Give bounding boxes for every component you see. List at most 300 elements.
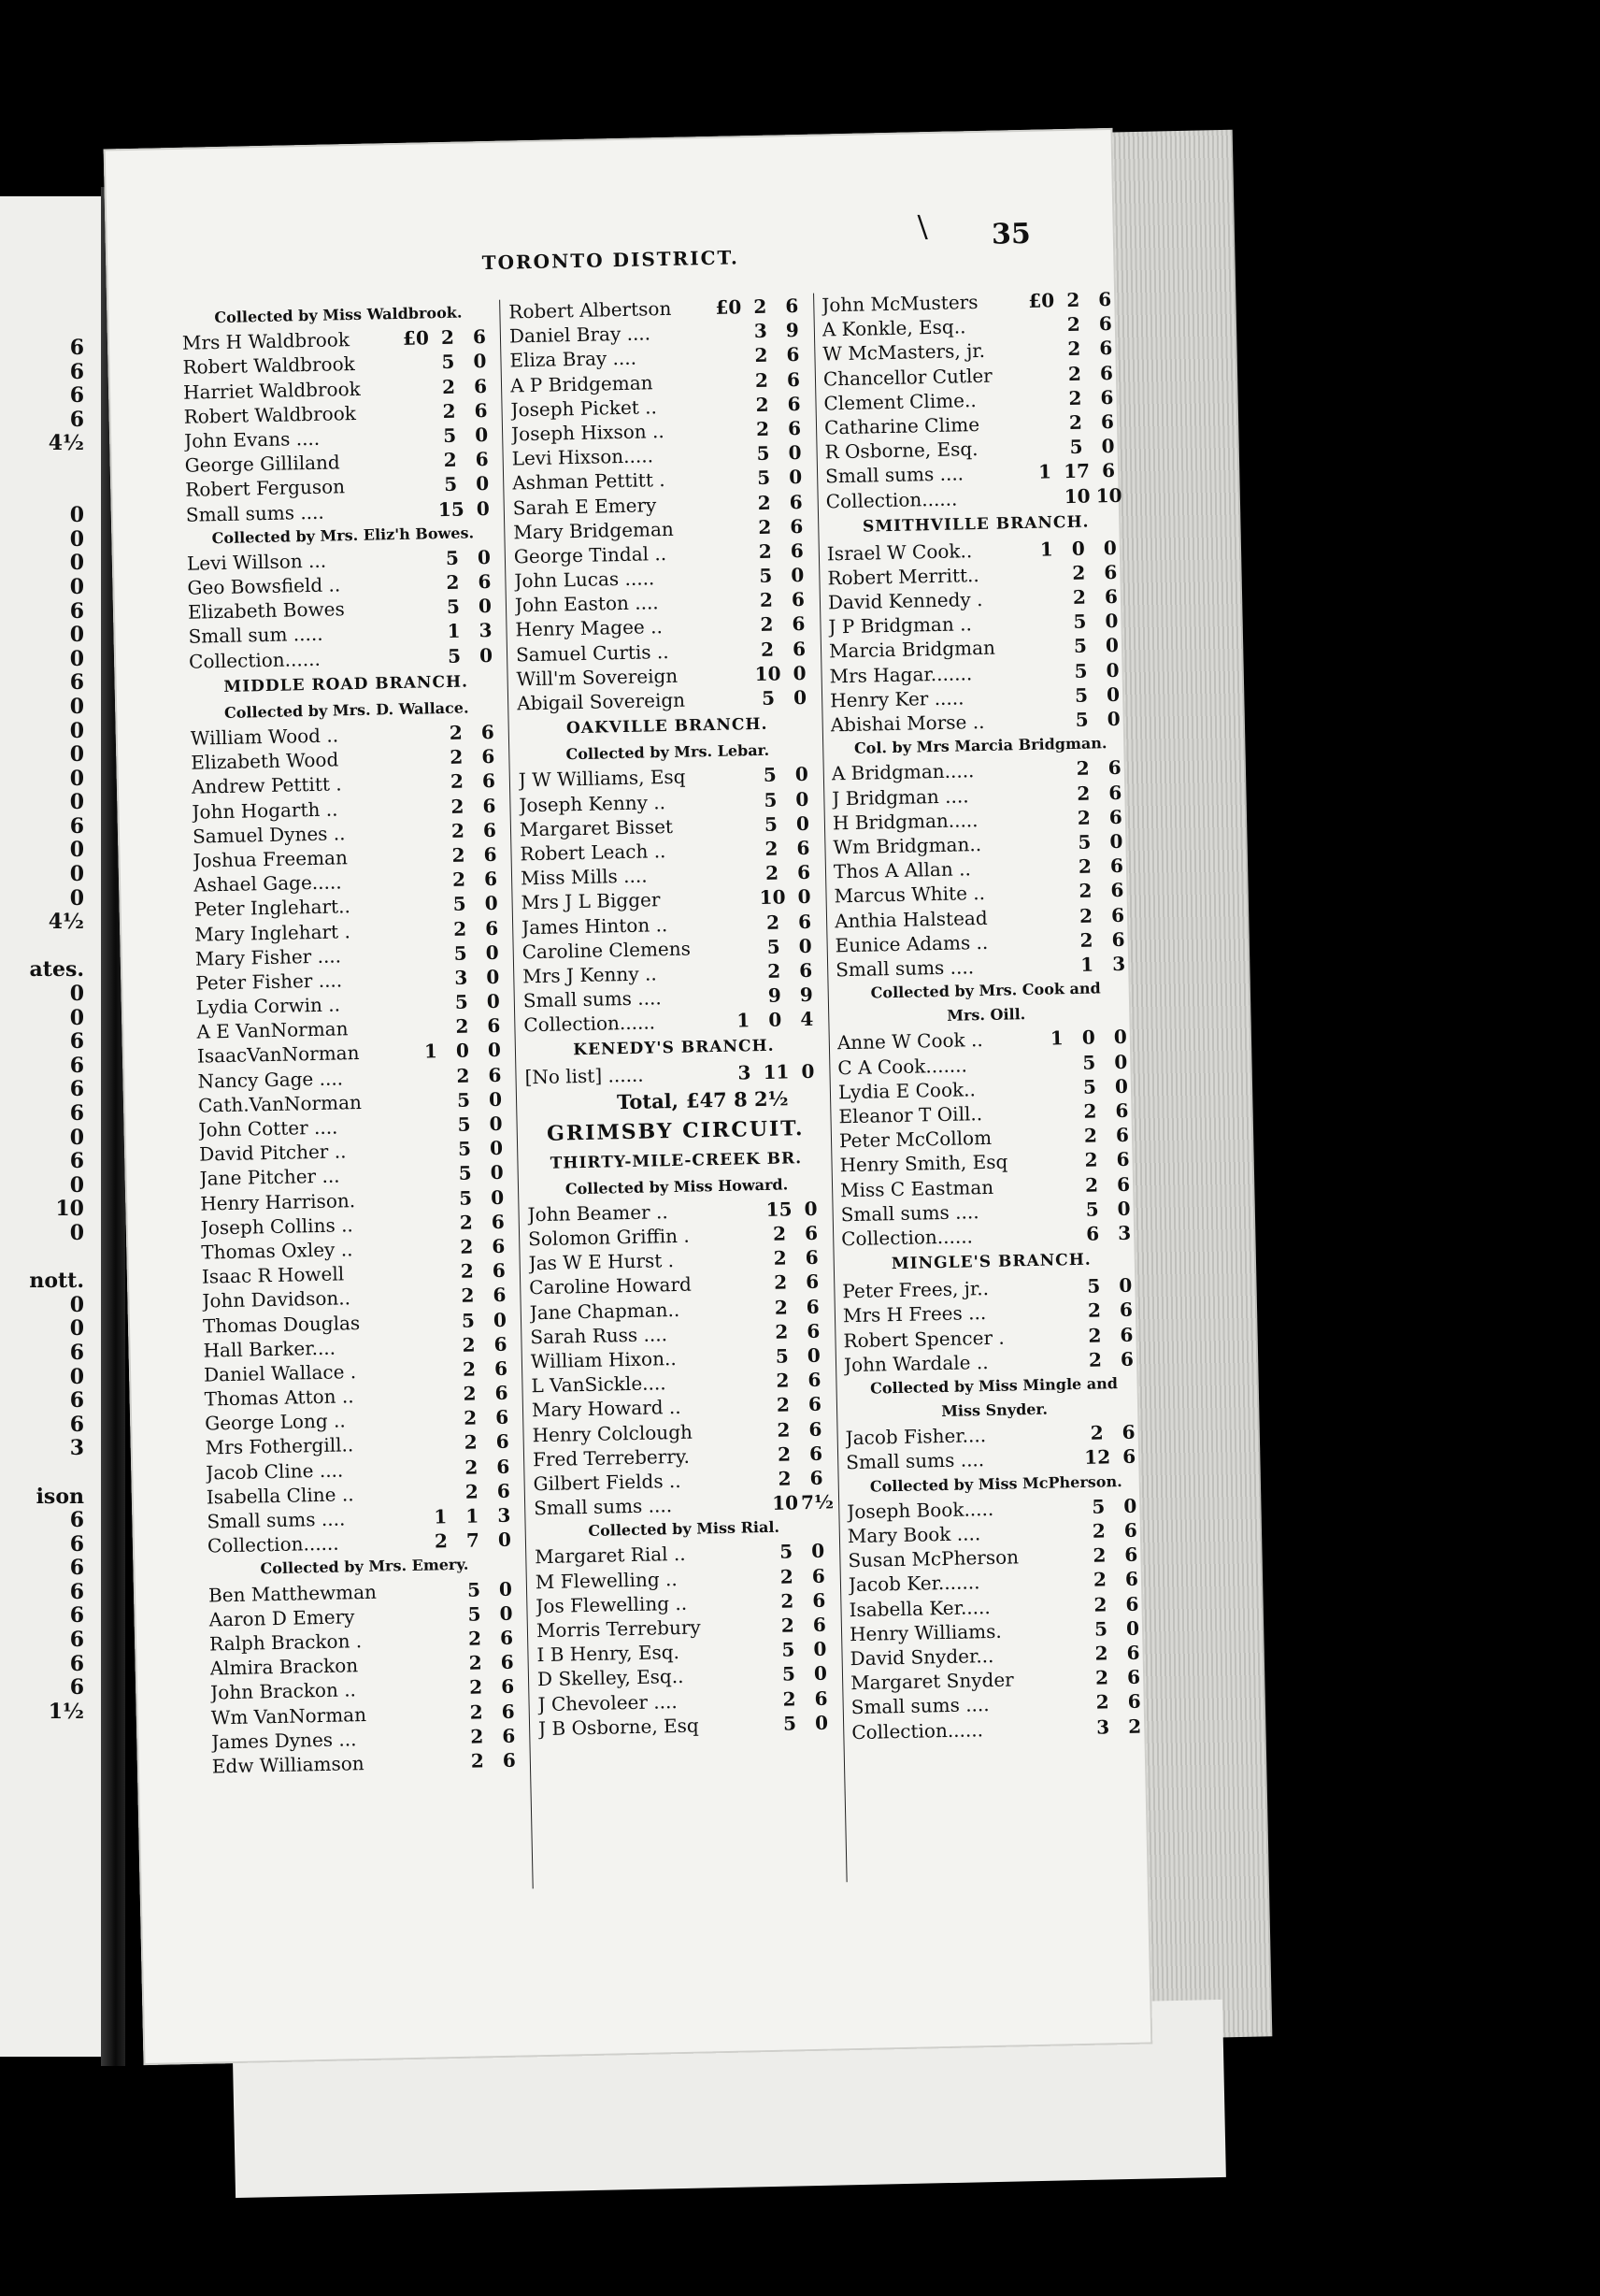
pence-amount: 6	[1099, 337, 1113, 360]
pounds-amount	[1039, 971, 1071, 972]
pounds-amount	[1053, 1611, 1085, 1612]
pence-amount: 0	[485, 940, 499, 964]
collector-line: Mrs. Oill.	[947, 1005, 1026, 1026]
branch-heading: MIDDLE ROAD BRANCH.	[223, 672, 469, 696]
pounds-amount	[1043, 1142, 1075, 1143]
subscriber-name: Small sums ....	[846, 1448, 985, 1474]
pence-amount: 6	[1116, 1172, 1131, 1196]
pounds-amount: 1	[736, 1009, 750, 1032]
subscriber-name: Elizabeth Wood	[191, 748, 339, 774]
shillings-amount: 2	[1093, 1568, 1107, 1592]
pence-amount: 6	[496, 1479, 511, 1502]
shillings-amount: 2	[1088, 1323, 1102, 1347]
subscriber-name: IsaacVanNorman	[196, 1041, 360, 1069]
pence-amount: 0	[498, 1577, 513, 1600]
pounds-amount	[1055, 1733, 1087, 1734]
subscriber-name: James Dynes ...	[211, 1727, 357, 1754]
pounds-amount	[421, 1352, 453, 1353]
subscriber-name: J W Williams, Esq	[518, 766, 686, 792]
shillings-amount: 0	[1081, 1026, 1095, 1050]
shillings-amount: 2	[463, 1382, 477, 1405]
pounds-amount	[405, 565, 436, 566]
collector-line: Collected by Mrs. Emery.	[260, 1556, 469, 1578]
pence-amount: 6	[1108, 781, 1122, 804]
pounds-amount	[1043, 1118, 1075, 1119]
shillings-amount: 2	[468, 1651, 482, 1674]
pounds-amount	[716, 460, 748, 461]
pence-amount: 2	[1128, 1715, 1142, 1738]
shillings-amount: 3	[454, 966, 468, 989]
subscriber-name: Wm VanNorman	[210, 1702, 367, 1729]
subscriber-name: James Hinton ..	[521, 912, 668, 939]
pounds-amount	[1027, 380, 1059, 381]
subscriber-name: Aaron D Emery	[208, 1605, 355, 1631]
shillings-amount: 5	[457, 1112, 471, 1136]
pence-amount: 6	[791, 588, 806, 611]
pounds-amount	[421, 1376, 453, 1377]
pence-amount: 6	[1098, 312, 1113, 336]
pounds-amount	[1034, 678, 1065, 679]
shillings-amount: 2	[760, 613, 774, 637]
shillings-amount: 9	[767, 983, 781, 1007]
facing-page-fragment: 6	[69, 336, 84, 360]
subscriber-name: Clement Clime..	[823, 388, 977, 415]
pence-amount: 6	[808, 1442, 823, 1465]
subscriber-name: Joseph Picket ..	[510, 395, 658, 422]
subscriber-name: Margaret Rial ..	[535, 1543, 686, 1569]
pence-amount: 6	[495, 1430, 509, 1454]
shillings-amount: 10	[759, 885, 786, 910]
subscriber-name: Geo Bowsfield ..	[187, 573, 341, 599]
facing-page-fragment: 6	[69, 670, 84, 696]
subscriber-name: Ben Matthewman	[207, 1580, 378, 1607]
facing-page-fragment: 6	[69, 1149, 84, 1174]
pence-amount: 0	[1114, 1074, 1129, 1098]
shillings-amount: 11	[763, 1060, 790, 1084]
column-2	[508, 294, 837, 1741]
shillings-amount: 5	[1087, 1274, 1101, 1298]
subscriber-name: George Long ..	[204, 1409, 346, 1435]
subscriber-name: Small sums ....	[522, 986, 662, 1012]
shillings-amount: 2	[1072, 561, 1086, 584]
shillings-amount: 2	[459, 1211, 473, 1234]
pounds-amount	[1027, 356, 1059, 357]
shillings-amount: 5	[454, 990, 469, 1013]
pence-amount: 6	[1100, 409, 1115, 434]
shillings-amount: 2	[776, 1393, 791, 1417]
pounds-amount	[428, 1694, 460, 1695]
subscriber-name: George Gilliland	[184, 451, 340, 477]
collector-line: Collected by Miss Mingle and	[869, 1373, 1119, 1398]
shillings-amount: 1	[465, 1504, 479, 1528]
subscriber-name: Daniel Wallace .	[203, 1360, 357, 1386]
facing-page-fragment: 3	[69, 1436, 84, 1461]
pence-amount: 0	[479, 643, 493, 667]
subscriber-name: Catharine Clime	[823, 412, 980, 439]
shillings-amount: 2	[440, 325, 455, 350]
pence-amount: 6	[790, 514, 804, 538]
pence-amount: 0	[474, 423, 489, 447]
pence-amount: 0	[1101, 435, 1115, 458]
pence-amount: 0	[1117, 1197, 1131, 1220]
pence-amount: 0	[487, 1039, 502, 1062]
pounds-amount	[422, 1425, 454, 1426]
shillings-amount: 5	[782, 1712, 797, 1735]
subscriber-name: J P Bridgman ..	[828, 612, 973, 639]
pence-amount: 0	[813, 1637, 827, 1661]
facing-page-fragment	[19, 1461, 84, 1485]
shillings-amount: 2	[467, 1627, 482, 1650]
pence-amount: 6	[494, 1381, 508, 1405]
pounds-amount	[419, 1229, 450, 1230]
subscriber-name: Margaret Bisset	[519, 814, 674, 841]
pence-amount: 6	[798, 958, 813, 983]
pence-amount: 0	[813, 1662, 828, 1686]
shillings-amount: 0	[455, 1039, 470, 1063]
shillings-amount: 17	[1063, 459, 1091, 483]
pence-amount: 6	[1110, 879, 1124, 902]
pounds-amount	[418, 1180, 450, 1181]
facing-page-fragment: ison	[36, 1484, 84, 1509]
pence-amount: 6	[492, 1234, 506, 1258]
pounds-amount	[715, 411, 747, 412]
pence-amount: 6	[484, 916, 499, 940]
subscriber-name: Miss Mills ....	[520, 864, 648, 890]
subscriber-name: Cath.VanNorman	[197, 1090, 363, 1117]
pounds-amount	[735, 1363, 766, 1364]
pence-amount: 6	[499, 1626, 514, 1649]
subscriber-name: John Evans ....	[183, 426, 321, 452]
pence-amount: 6	[1108, 805, 1123, 828]
pence-amount: 6	[1104, 584, 1119, 609]
subscriber-name: Mrs J Kenny ..	[522, 962, 657, 988]
shillings-amount: 5	[775, 1344, 790, 1368]
subscriber-name: Isaac R Howell	[201, 1262, 345, 1288]
pounds-amount: 2	[434, 1529, 449, 1553]
pence-amount: 6	[1126, 1665, 1141, 1689]
subscriber-name: John Beamer ..	[527, 1199, 668, 1227]
pounds-amount	[727, 1002, 759, 1003]
pence-amount: 6	[1107, 756, 1121, 780]
subscriber-name: M Flewelling ..	[535, 1567, 678, 1593]
shillings-amount: 2	[1090, 1421, 1104, 1444]
pounds-amount	[1035, 726, 1066, 727]
pounds-amount: £0	[1028, 289, 1055, 312]
shillings-amount: 2	[765, 911, 780, 934]
pence-amount: 6	[474, 398, 488, 423]
shillings-amount: 5	[781, 1662, 796, 1686]
pence-amount: 6	[808, 1417, 822, 1441]
shillings-amount: 5	[1075, 708, 1089, 731]
pence-amount: 6	[796, 860, 811, 884]
subscriber-name: A Konkle, Esq..	[821, 315, 966, 341]
shillings-amount: 5	[766, 935, 780, 958]
subscriber-name: John Davidson..	[202, 1286, 351, 1313]
shillings-amount: 15	[437, 497, 464, 521]
subscriber-name: Collection......	[851, 1717, 984, 1744]
pounds-amount	[1039, 947, 1071, 948]
shillings-amount: 5	[441, 351, 455, 374]
pounds-amount	[1054, 1660, 1086, 1661]
pence-amount: 6	[807, 1319, 821, 1342]
subscriber-name: Peter Fisher ....	[195, 969, 343, 995]
shillings-amount: 2	[1083, 1099, 1097, 1123]
subscriber-name: Lydia E Cook..	[837, 1078, 977, 1104]
pence-amount: 0	[1125, 1616, 1140, 1640]
subscriber-name: W McMasters, jr.	[822, 339, 986, 366]
shillings-amount: 2	[1067, 337, 1081, 361]
subscriber-name: Marcus White ..	[834, 882, 986, 908]
subscriber-name: Mary Fisher ....	[194, 944, 342, 970]
shillings-amount: 2	[1092, 1519, 1107, 1543]
branch-heading: MINGLE'S BRANCH.	[891, 1250, 1092, 1274]
shillings-amount: 2	[758, 515, 772, 538]
pounds-amount	[410, 838, 442, 839]
pence-amount: 0	[798, 934, 812, 957]
pence-amount: 6	[812, 1613, 827, 1636]
pence-amount: 6	[1101, 459, 1116, 482]
shillings-amount: 2	[450, 819, 465, 842]
shillings-amount: 2	[452, 917, 467, 940]
shillings-amount: 2	[778, 1467, 792, 1490]
pence-amount: 6	[1124, 1543, 1138, 1567]
shillings-amount: 2	[776, 1369, 790, 1392]
subscriber-name: Joseph Hixson ..	[510, 419, 664, 446]
pounds-amount	[721, 705, 752, 706]
facing-page-fragment: 0	[69, 742, 84, 768]
pounds-amount	[734, 1314, 765, 1315]
subscriber-name: William Wood ..	[190, 724, 339, 750]
facing-page-fragment: 0	[69, 1364, 84, 1389]
pounds-amount	[719, 607, 750, 608]
shillings-amount: 5	[1069, 435, 1083, 459]
subscriber-name: Small sum .....	[188, 623, 323, 649]
subscriber-name: Andrew Pettitt .	[191, 772, 342, 799]
shillings-amount: 5	[442, 423, 457, 447]
shillings-amount: 5	[756, 466, 771, 490]
pounds-amount	[411, 886, 443, 887]
subscriber-name: Isabella Ker.....	[849, 1595, 991, 1621]
subscriber-name: Small sums ....	[185, 500, 324, 526]
pounds-amount	[1033, 628, 1064, 629]
pounds-amount	[427, 1621, 459, 1622]
subscriber-name: Robert Waldbrook	[183, 401, 357, 428]
pence-amount: 6	[787, 392, 801, 416]
subscriber-name: Small sums ....	[207, 1507, 346, 1533]
pounds-amount	[430, 1768, 462, 1769]
pence-amount: 6	[493, 1284, 507, 1307]
pence-amount: 6	[493, 1332, 507, 1356]
pence-amount: 6	[785, 294, 799, 318]
pounds-amount	[724, 855, 756, 856]
pounds-amount: 1	[1039, 538, 1054, 561]
subscriber-name: Jos Flewelling ..	[536, 1591, 688, 1617]
facing-page-fragment: 0	[69, 1292, 84, 1317]
facing-page-fragment: ates.	[29, 957, 84, 983]
pence-amount: 4	[800, 1008, 814, 1031]
pounds-amount	[426, 1596, 458, 1597]
pence-amount: 6	[786, 343, 800, 366]
pounds-amount	[725, 929, 757, 930]
pounds-amount	[422, 1400, 454, 1401]
shillings-amount: 2	[1094, 1666, 1109, 1689]
pence-amount: 3	[1117, 1221, 1132, 1244]
subscriber-name: Peter Frees, jr..	[842, 1277, 990, 1303]
facing-page-fragment: 0	[69, 551, 84, 576]
subscriber-name: Robert Ferguson	[185, 475, 346, 502]
shillings-amount: 2	[782, 1686, 796, 1711]
pounds-amount	[1029, 453, 1061, 454]
pence-amount: 6	[1099, 361, 1114, 384]
facing-page-fragment: 0	[69, 838, 84, 863]
pounds-amount	[1047, 1317, 1079, 1318]
subscriber-entry	[212, 1747, 525, 1778]
subscriber-name: John Lucas .....	[514, 567, 655, 593]
pounds-amount	[411, 862, 443, 863]
collector-line: Miss Snyder.	[941, 1399, 1049, 1421]
shillings-amount: 2	[1095, 1690, 1109, 1714]
shillings-amount: 5	[466, 1577, 481, 1601]
shillings-amount: 5	[1073, 610, 1087, 634]
pence-amount: 0	[793, 661, 807, 685]
shillings-amount: 5	[467, 1602, 481, 1626]
shillings-amount: 2	[468, 1675, 483, 1700]
pence-amount: 0	[1113, 1026, 1127, 1049]
shillings-amount: 2	[461, 1284, 475, 1308]
pounds-amount	[428, 1670, 460, 1671]
facing-page-fragment: 6	[69, 1508, 84, 1533]
facing-page-fragment: 6	[69, 813, 84, 839]
pence-amount: 0	[488, 1087, 503, 1111]
page-number: 35	[991, 217, 1032, 251]
collector-line: Collected by Mrs. Lebar.	[565, 740, 770, 764]
subscriber-name: Abigail Sovereign	[516, 688, 686, 715]
pounds-amount	[713, 337, 745, 338]
shillings-amount: 1	[447, 620, 461, 643]
subscriber-name: Joseph Book.....	[847, 1497, 994, 1523]
facing-page-fragment: 6	[69, 407, 84, 432]
pence-amount: 6	[1125, 1592, 1139, 1615]
facing-page-fragment: 6	[69, 1628, 84, 1653]
shillings-amount: 2	[450, 745, 464, 769]
facing-page-fragment: 0	[69, 574, 84, 599]
shillings-amount: 5	[1074, 683, 1089, 707]
facing-page-fragment: 1½	[48, 1699, 84, 1724]
pounds-amount	[1050, 1440, 1081, 1441]
shillings-amount: 2	[760, 638, 775, 661]
pence-amount: 6	[1110, 903, 1125, 926]
facing-page-fragment: 6	[69, 1579, 84, 1604]
pounds-amount	[429, 1718, 461, 1719]
shillings-amount: 2	[779, 1565, 793, 1588]
pence-amount: 6	[790, 538, 805, 563]
shillings-amount: 2	[755, 417, 770, 440]
circuit-heading: GRIMSBY CIRCUIT.	[546, 1115, 805, 1146]
pence-amount: 0	[490, 1161, 504, 1184]
shillings-amount: 2	[774, 1296, 788, 1319]
facing-page-fragment: nott.	[29, 1269, 84, 1294]
subscriber-entry	[538, 1710, 837, 1741]
collector-line: Collected by Mrs. D. Wallace.	[223, 698, 469, 722]
shillings-amount: 3	[1096, 1715, 1110, 1739]
pence-amount: 6	[806, 1295, 820, 1318]
shillings-amount: 2	[1078, 854, 1093, 878]
pence-amount: 0	[489, 1137, 504, 1160]
pence-amount: 0	[795, 811, 810, 835]
pounds-amount	[736, 1412, 767, 1413]
subscriber-name: Mrs J L Bigger	[521, 888, 661, 914]
pounds-amount	[739, 1584, 771, 1585]
pounds-amount	[736, 1387, 767, 1388]
subscriber-name: Mrs H Frees ...	[842, 1301, 987, 1327]
subscriber-name: Isabella Cline ..	[206, 1483, 354, 1509]
subscriber-name: C A Cook.......	[837, 1054, 968, 1079]
subscriber-name: A Bridgman.....	[831, 759, 975, 785]
subscriber-name: Henry Ker .....	[829, 686, 964, 712]
pounds-amount	[733, 1289, 764, 1290]
shillings-amount: 5	[444, 472, 458, 496]
pounds-amount	[721, 681, 752, 682]
shillings-amount: 2	[1084, 1148, 1098, 1172]
shillings-amount: 5	[458, 1161, 472, 1185]
shillings-amount: 10	[754, 662, 781, 685]
pence-amount: 0	[1105, 634, 1120, 657]
pounds-amount	[726, 978, 758, 979]
shillings-amount: 2	[1077, 782, 1091, 805]
facing-page-fragment: 0	[69, 1316, 84, 1342]
pounds-amount	[402, 418, 434, 419]
subscriber-name: Henry Williams.	[849, 1619, 1002, 1645]
pence-amount: 6	[481, 745, 495, 768]
facing-page-fragment: 0	[69, 862, 84, 887]
shillings-amount: 2	[1068, 386, 1082, 409]
pounds-amount	[424, 1499, 456, 1500]
pencil-mark: \	[917, 208, 928, 245]
pence-amount: 0	[814, 1711, 829, 1734]
collector-line: Collected by Miss McPherson.	[869, 1471, 1122, 1496]
pence-amount: 6	[1109, 854, 1124, 878]
shillings-amount: 2	[460, 1235, 474, 1258]
facing-page-fragment: 0	[69, 1220, 84, 1245]
subscriber-name: Margaret Snyder	[850, 1668, 1014, 1695]
pence-amount: 0	[788, 466, 803, 489]
facing-page-fragment: 6	[69, 1053, 84, 1078]
pence-amount: 6	[1111, 927, 1125, 951]
pence-amount: 6	[805, 1245, 819, 1270]
pounds-amount	[1036, 800, 1067, 801]
pence-amount: 0	[486, 965, 500, 989]
subscriber-name: Henry Colclough	[532, 1420, 693, 1446]
subscriber-name: J B Osborne, Esq	[537, 1714, 699, 1740]
pounds-amount	[427, 1645, 459, 1646]
shillings-amount: 7	[465, 1528, 480, 1552]
pounds-amount	[742, 1730, 774, 1731]
subscriber-name: Chancellor Cutler	[822, 364, 993, 391]
subscriber-name: Nancy Gage ....	[197, 1067, 344, 1093]
shillings-amount: 2	[1079, 879, 1093, 903]
shillings-amount: 5	[763, 763, 778, 787]
pounds-amount	[1050, 1464, 1081, 1465]
subscriber-name: Susan McPherson	[848, 1545, 1020, 1572]
facing-page-fragment	[19, 935, 84, 959]
pounds-amount: 1	[434, 1505, 448, 1528]
shillings-amount: 5	[761, 686, 776, 710]
subscriber-name: Miss C Eastman	[839, 1175, 994, 1201]
facing-page-fragment: 6	[69, 1340, 84, 1365]
pounds-amount	[723, 807, 755, 808]
shillings-amount: 5	[1082, 1051, 1096, 1074]
pence-amount: 0	[794, 763, 809, 786]
